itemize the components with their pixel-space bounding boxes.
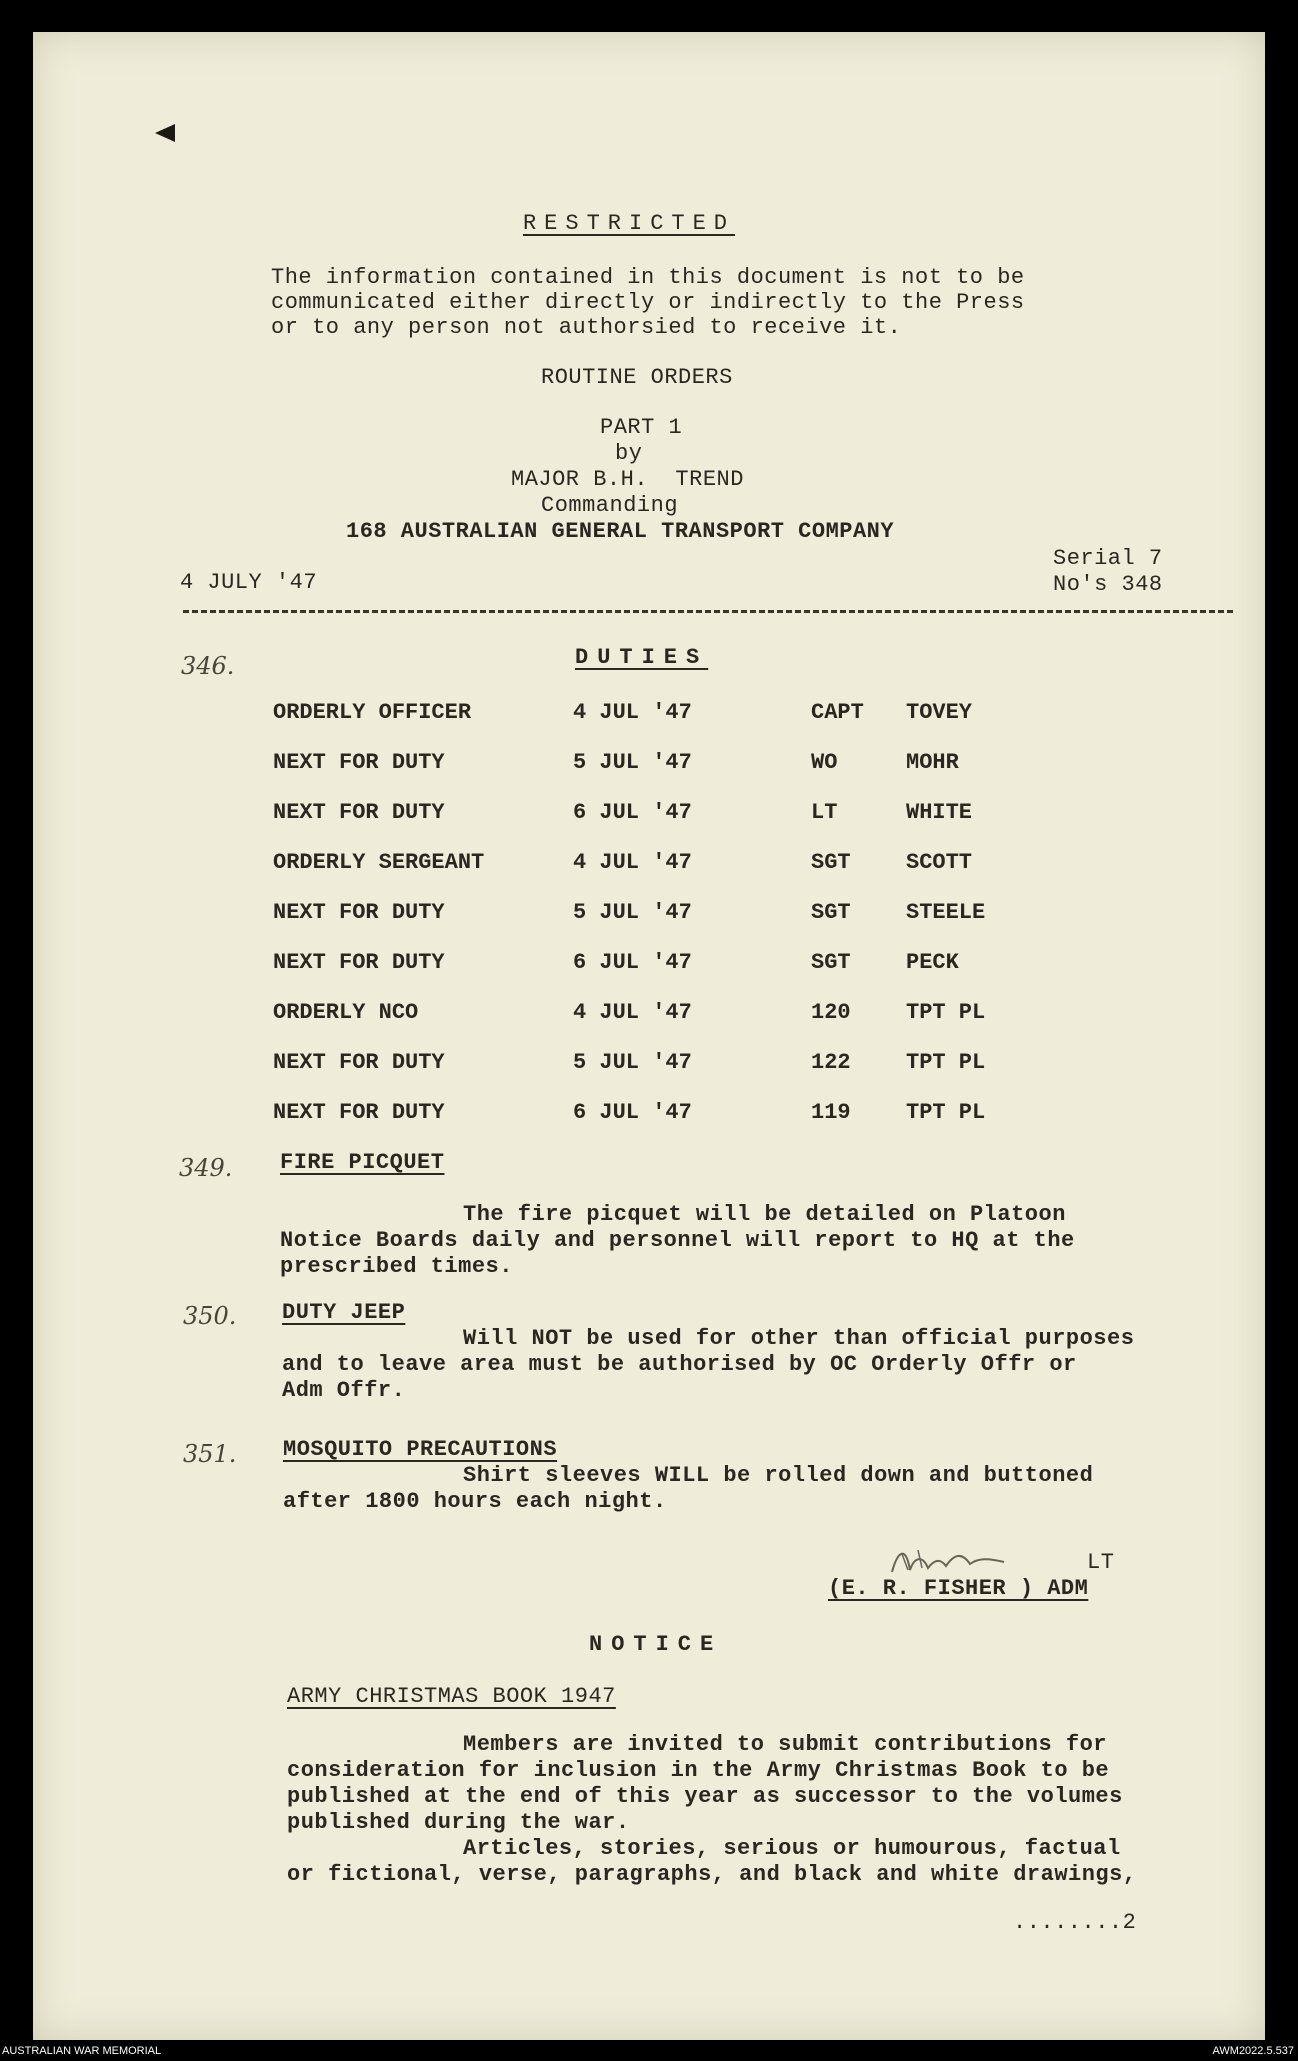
duty-name: TOVEY	[906, 700, 973, 725]
duty-role: ORDERLY OFFICER	[273, 700, 472, 725]
duty-name: TPT PL	[906, 1000, 986, 1025]
fire-picquet-line-2: Notice Boards daily and personnel will report to HQ at the	[280, 1228, 1075, 1253]
mosquito-heading: MOSQUITO PRECAUTIONS	[283, 1437, 558, 1462]
notice-line-1: Members are invited to submit contributions for	[463, 1732, 1108, 1757]
duty-rank: SGT	[811, 850, 851, 875]
footer-accession-number: AWM2022.5.537	[1212, 2045, 1294, 2057]
duty-name: TPT PL	[906, 1100, 986, 1125]
notice-subheading: ARMY CHRISTMAS BOOK 1947	[287, 1684, 616, 1709]
fire-picquet-line-3: prescribed times.	[280, 1254, 513, 1279]
duty-role: NEXT FOR DUTY	[273, 950, 445, 975]
duty-rank: CAPT	[811, 700, 864, 725]
duty-name: PECK	[906, 950, 959, 975]
duty-rank: 122	[811, 1050, 851, 1075]
duty-role: NEXT FOR DUTY	[273, 750, 445, 775]
commanding-label: Commanding	[541, 493, 679, 518]
fire-picquet-heading: FIRE PICQUET	[280, 1150, 445, 1175]
duty-role: NEXT FOR DUTY	[273, 800, 445, 825]
duty-date: 4 JUL '47	[573, 700, 692, 725]
mosquito-number: 351.	[183, 1440, 237, 1468]
duty-date: 4 JUL '47	[573, 1000, 692, 1025]
footer-credit: AUSTRALIAN WAR MEMORIAL	[2, 2045, 162, 2057]
duty-jeep-line-1: Will NOT be used for other than official purposes	[463, 1326, 1135, 1351]
duty-rank: SGT	[811, 900, 851, 925]
warning-line-3: or to any person not authorsied to receive it.	[271, 315, 902, 340]
duty-role: NEXT FOR DUTY	[273, 1100, 445, 1125]
duty-date: 4 JUL '47	[573, 850, 692, 875]
duty-date: 5 JUL '47	[573, 750, 692, 775]
duty-role: NEXT FOR DUTY	[273, 900, 445, 925]
order-numbers: No's 348	[1053, 572, 1163, 597]
duty-jeep-heading: DUTY JEEP	[282, 1300, 406, 1325]
warning-line-1: The information contained in this document is not to be	[271, 265, 1025, 290]
duty-rank: LT	[811, 800, 838, 825]
classification-heading: RESTRICTED	[522, 211, 736, 236]
duty-name: MOHR	[906, 750, 959, 775]
signatory-name: (E. R. FISHER ) ADM	[828, 1576, 1089, 1601]
duties-heading: DUTIES	[575, 645, 709, 670]
continued-marker: ........2	[1013, 1910, 1137, 1935]
part-label: PART 1	[600, 415, 683, 440]
duty-row	[33, 1050, 1265, 1080]
duty-jeep-line-3: Adm Offr.	[282, 1378, 406, 1403]
duty-rank: WO	[811, 750, 838, 775]
duty-jeep-line-2: and to leave area must be authorised by OC Orderly Offr or	[282, 1352, 1077, 1377]
order-date: 4 JULY '47	[180, 570, 318, 595]
warning-line-2: communicated either directly or indirectly to the Press	[271, 290, 1025, 315]
duty-rank: 119	[811, 1100, 851, 1125]
handwritten-signature	[888, 1540, 1008, 1580]
document-title: ROUTINE ORDERS	[541, 365, 733, 390]
duty-row	[33, 900, 1265, 930]
duty-date: 6 JUL '47	[573, 1100, 692, 1125]
duty-name: SCOTT	[906, 850, 973, 875]
duty-name: WHITE	[906, 800, 973, 825]
notice-heading: NOTICE	[589, 1632, 723, 1657]
mosquito-line-1: Shirt sleeves WILL be rolled down and buttoned	[463, 1463, 1094, 1488]
duty-row	[33, 800, 1265, 830]
signatory-rank: LT	[1087, 1550, 1115, 1575]
fire-picquet-line-1: The fire picquet will be detailed on Platoon	[463, 1202, 1066, 1227]
duty-row	[33, 850, 1265, 880]
mosquito-line-2: after 1800 hours each night.	[283, 1489, 667, 1514]
duty-row	[33, 1100, 1265, 1130]
notice-line-6: or fictional, verse, paragraphs, and black and white drawings,	[287, 1862, 1137, 1887]
duty-date: 5 JUL '47	[573, 900, 692, 925]
by-label: by	[615, 441, 643, 466]
serial-number: Serial 7	[1053, 546, 1163, 571]
header-divider	[183, 610, 1233, 613]
document-page	[33, 32, 1265, 2040]
notice-line-3: published at the end of this year as successor to the volumes	[287, 1784, 1123, 1809]
duties-item-number: 346.	[181, 652, 235, 680]
duty-rank: SGT	[811, 950, 851, 975]
duty-jeep-number: 350.	[183, 1302, 237, 1330]
unit-name: 168 AUSTRALIAN GENERAL TRANSPORT COMPANY	[346, 519, 895, 544]
notice-line-4: published during the war.	[287, 1810, 630, 1835]
duty-date: 6 JUL '47	[573, 950, 692, 975]
duty-row	[33, 950, 1265, 980]
duty-date: 5 JUL '47	[573, 1050, 692, 1075]
duty-row	[33, 750, 1265, 780]
duty-name: TPT PL	[906, 1050, 986, 1075]
officer-name: MAJOR B.H. TREND	[511, 467, 744, 492]
duty-role: ORDERLY SERGEANT	[273, 850, 485, 875]
fire-picquet-number: 349.	[179, 1154, 233, 1182]
duty-row	[33, 700, 1265, 730]
duty-role: NEXT FOR DUTY	[273, 1050, 445, 1075]
notice-line-5: Articles, stories, serious or humourous, factual	[463, 1836, 1121, 1861]
notice-line-2: consideration for inclusion in the Army Christmas Book to be	[287, 1758, 1110, 1783]
duty-row	[33, 1000, 1265, 1030]
duty-date: 6 JUL '47	[573, 800, 692, 825]
duty-role: ORDERLY NCO	[273, 1000, 419, 1025]
duty-rank: 120	[811, 1000, 851, 1025]
duty-name: STEELE	[906, 900, 986, 925]
punch-mark	[155, 124, 175, 142]
